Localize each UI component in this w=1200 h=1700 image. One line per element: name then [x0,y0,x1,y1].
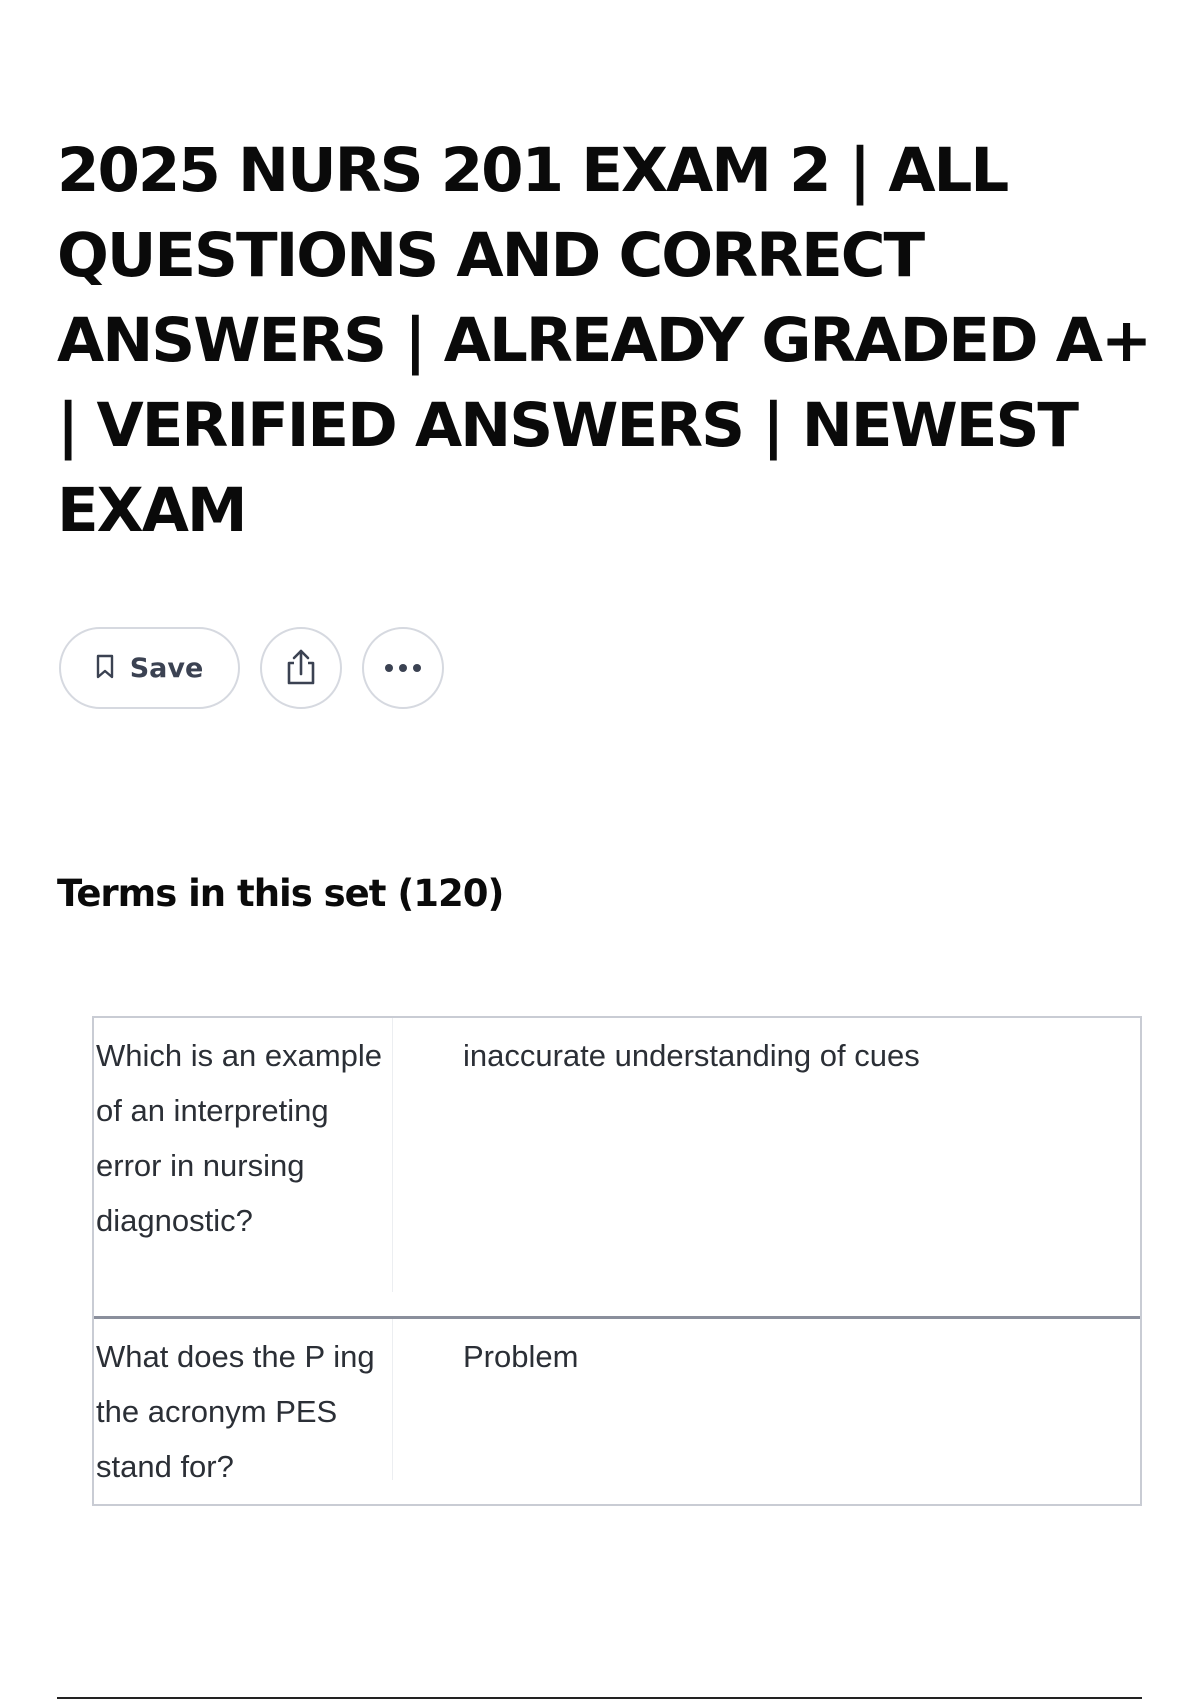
more-options-button[interactable] [362,627,444,709]
save-button[interactable] [59,627,240,709]
term-cell: What does the P ing the acronym PES stand for? [94,1319,393,1504]
table-row [94,1316,1140,1504]
share-icon [283,648,319,689]
definition-cell: Problem [463,1339,579,1374]
term-cell: Which is an example of an interpreting error in nursing diagnostic? [94,1018,393,1316]
bookmark-icon [96,654,114,683]
table-row [94,1018,1140,1316]
terms-heading: Terms in this set (120) [57,872,504,915]
more-icon [383,661,423,676]
save-button-label: Save [129,652,204,684]
share-button[interactable] [260,627,342,709]
action-bar [59,627,444,709]
page-title: 2025 NURS 201 EXAM 2 | ALL QUESTIONS AND CORRECT ANSWERS | ALREADY GRADED A+ | VERIFIED ANSWERS | NEWEST EXAM [57,135,1151,546]
terms-table [92,1016,1142,1506]
definition-cell: inaccurate understanding of cues [463,1038,920,1073]
divider [57,1697,1142,1699]
